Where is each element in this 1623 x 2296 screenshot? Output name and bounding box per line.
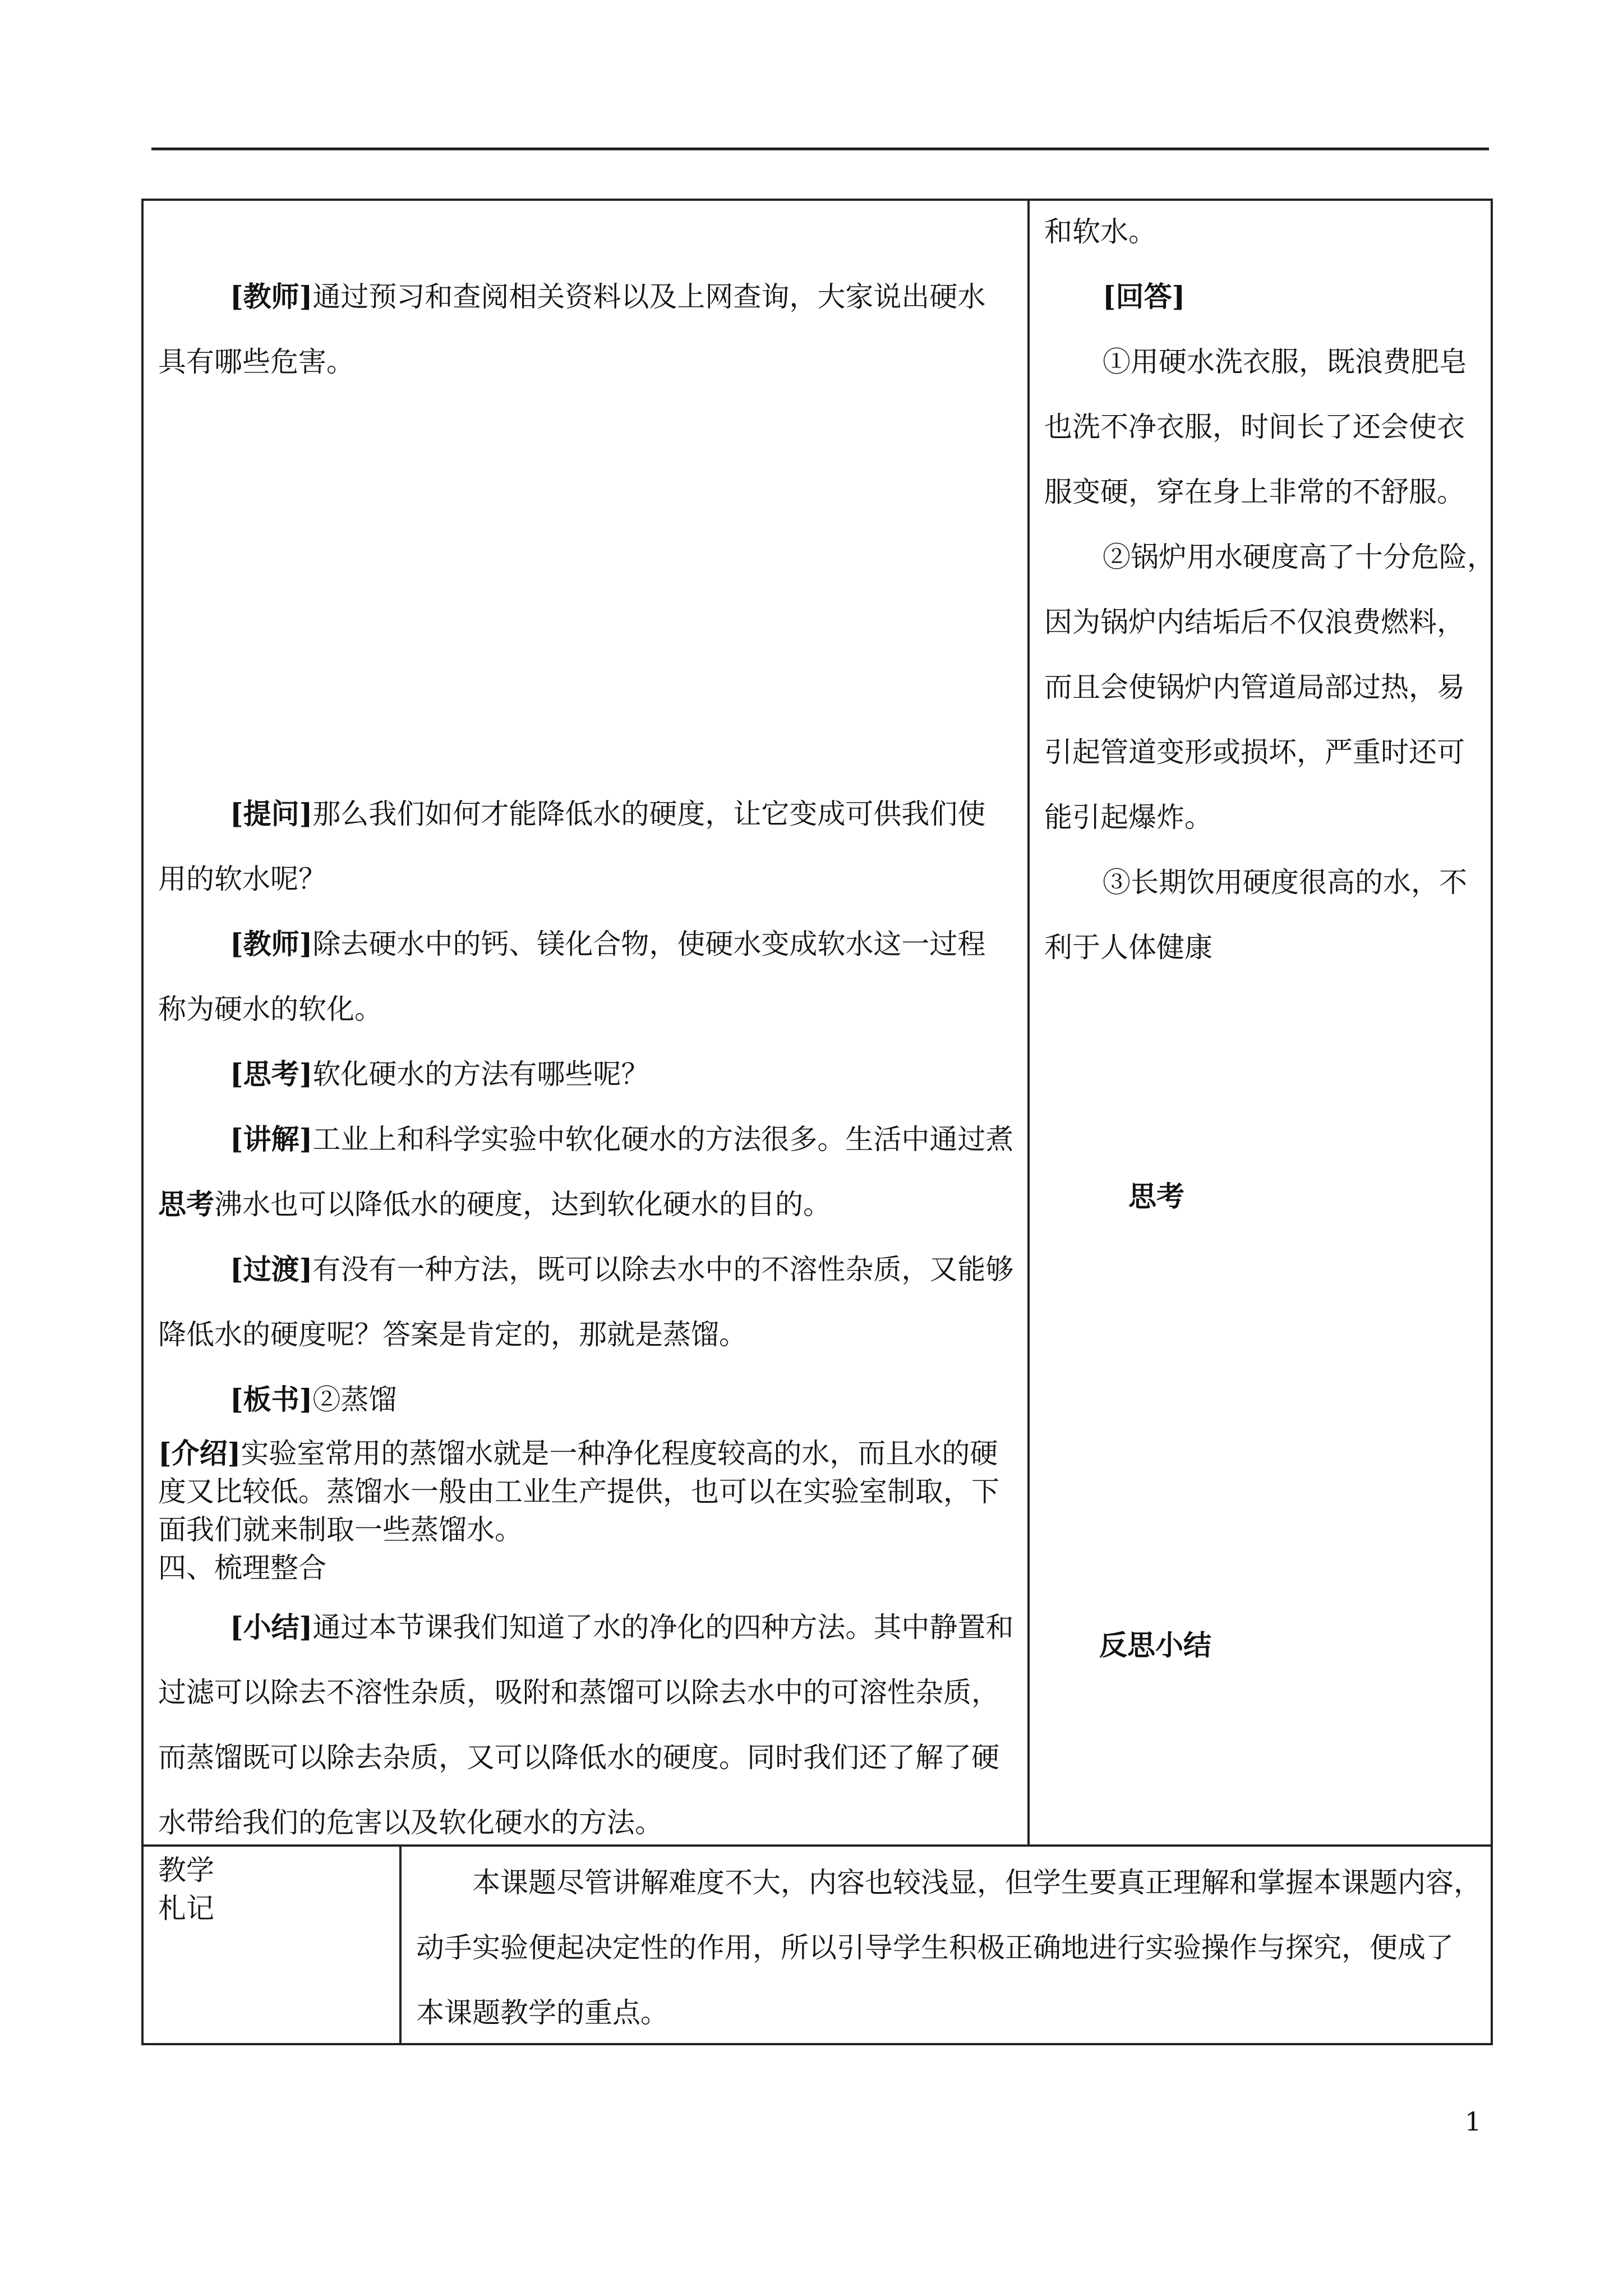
tag: [教师]	[230, 280, 313, 313]
side-reflect: 反思小结	[1099, 1628, 1211, 1662]
page-number: 1	[1465, 2106, 1482, 2137]
paragraph-explain	[230, 1107, 1013, 1172]
tag: [提问]	[230, 797, 313, 830]
paragraph-summary	[230, 1595, 1013, 1660]
paragraph-teacher-1	[230, 264, 985, 329]
paragraph-line: 面我们就来制取一些蒸馏水。	[158, 1513, 523, 1546]
paragraph-teacher-2	[230, 912, 985, 977]
paragraph-line	[158, 1172, 831, 1237]
paragraph-line: 具有哪些危害。	[158, 346, 354, 378]
tag: 思考	[158, 1188, 214, 1221]
paragraph-line: 过滤可以除去不溶性杂质，吸附和蒸馏可以除去水中的可溶性杂质，	[158, 1676, 999, 1709]
tag: [教师]	[230, 927, 313, 960]
side-think: 思考	[1128, 1180, 1184, 1213]
notes-divider	[399, 1844, 402, 2045]
answer-line: ③长期饮用硬度很高的水，不	[1103, 866, 1467, 899]
answer-line: 而且会使锅炉内管道局部过热，易	[1044, 671, 1465, 703]
answer-tag: [回答]	[1103, 280, 1186, 313]
paragraph-question	[230, 781, 985, 846]
notes-line: 本课题尽管讲解难度不大，内容也较浅显，但学生要真正理解和掌握本课题内容，	[472, 1866, 1482, 1899]
paragraph-line: 水带给我们的危害以及软化硬水的方法。	[158, 1806, 663, 1839]
answer-line: ①用硬水洗衣服，既浪费肥皂	[1103, 346, 1467, 378]
answer-line: 引起管道变形或损坏，严重时还可	[1044, 736, 1465, 769]
paragraph-board	[230, 1367, 396, 1432]
tag: [小结]	[230, 1611, 313, 1644]
answer-line: 服变硬，穿在身上非常的不舒服。	[1044, 476, 1465, 508]
section-heading: 四、梳理整合	[158, 1552, 326, 1584]
paragraph-think	[230, 1042, 649, 1107]
text: 实验室常用的蒸馏水就是一种净化程度较高的水，而且水的硬	[241, 1437, 998, 1470]
paragraph-line: 称为硬水的软化。	[158, 993, 382, 1025]
tag: [过渡]	[230, 1253, 313, 1286]
tag: [思考]	[230, 1057, 313, 1091]
column-divider	[1027, 199, 1030, 1846]
notes-line: 本课题教学的重点。	[416, 1996, 668, 2029]
side-line: 和软水。	[1044, 215, 1156, 248]
answer-line: 能引起爆炸。	[1044, 801, 1212, 834]
text: 工业上和科学实验中软化硬水的方法很多。生活中通过煮	[312, 1123, 1014, 1156]
answer-line: 因为锅炉内结垢后不仅浪费燃料，	[1044, 606, 1465, 638]
paragraph-line: 度又比较低。蒸馏水一般由工业生产提供，也可以在实验室制取，下	[158, 1475, 999, 1508]
answer-line: 利于人体健康	[1044, 931, 1212, 964]
tag: [讲解]	[230, 1122, 313, 1156]
answer-line: 也洗不净衣服，时间长了还会使衣	[1044, 411, 1465, 443]
tag: [板书]	[230, 1383, 313, 1416]
text: 有没有一种方法，既可以除去水中的不溶性杂质，又能够	[312, 1253, 1014, 1286]
paragraph-intro	[158, 1434, 998, 1473]
paragraph-line: 而蒸馏既可以除去杂质，又可以降低水的硬度。同时我们还了解了硬	[158, 1741, 999, 1774]
text: 通过本节课我们知道了水的净化的四种方法。其中静置和	[312, 1611, 1014, 1644]
answer-line: ②锅炉用水硬度高了十分危险，	[1103, 541, 1495, 573]
text: 通过预习和查阅相关资料以及上网查询，大家说出硬水	[312, 280, 986, 313]
header-rule	[151, 148, 1489, 150]
text: 软化硬水的方法有哪些呢？	[312, 1058, 649, 1091]
text: 那么我们如何才能降低水的硬度，让它变成可供我们使	[312, 798, 986, 830]
paragraph-line: 用的软水呢？	[158, 863, 326, 895]
notes-line: 动手实验便起决定性的作用，所以引导学生积极正确地进行实验操作与探究，便成了	[416, 1931, 1454, 1964]
notes-label: 札记	[158, 1892, 214, 1925]
paragraph-transition	[230, 1237, 1013, 1302]
notes-label: 教学	[158, 1854, 214, 1887]
text: ②蒸馏	[312, 1383, 397, 1416]
paragraph-line: 降低水的硬度呢？答案是肯定的，那就是蒸馏。	[158, 1318, 747, 1351]
text: 沸水也可以降低水的硬度，达到软化硬水的目的。	[214, 1188, 831, 1221]
tag: [介绍]	[158, 1437, 241, 1470]
text: 除去硬水中的钙、镁化合物，使硬水变成软水这一过程	[312, 928, 986, 960]
